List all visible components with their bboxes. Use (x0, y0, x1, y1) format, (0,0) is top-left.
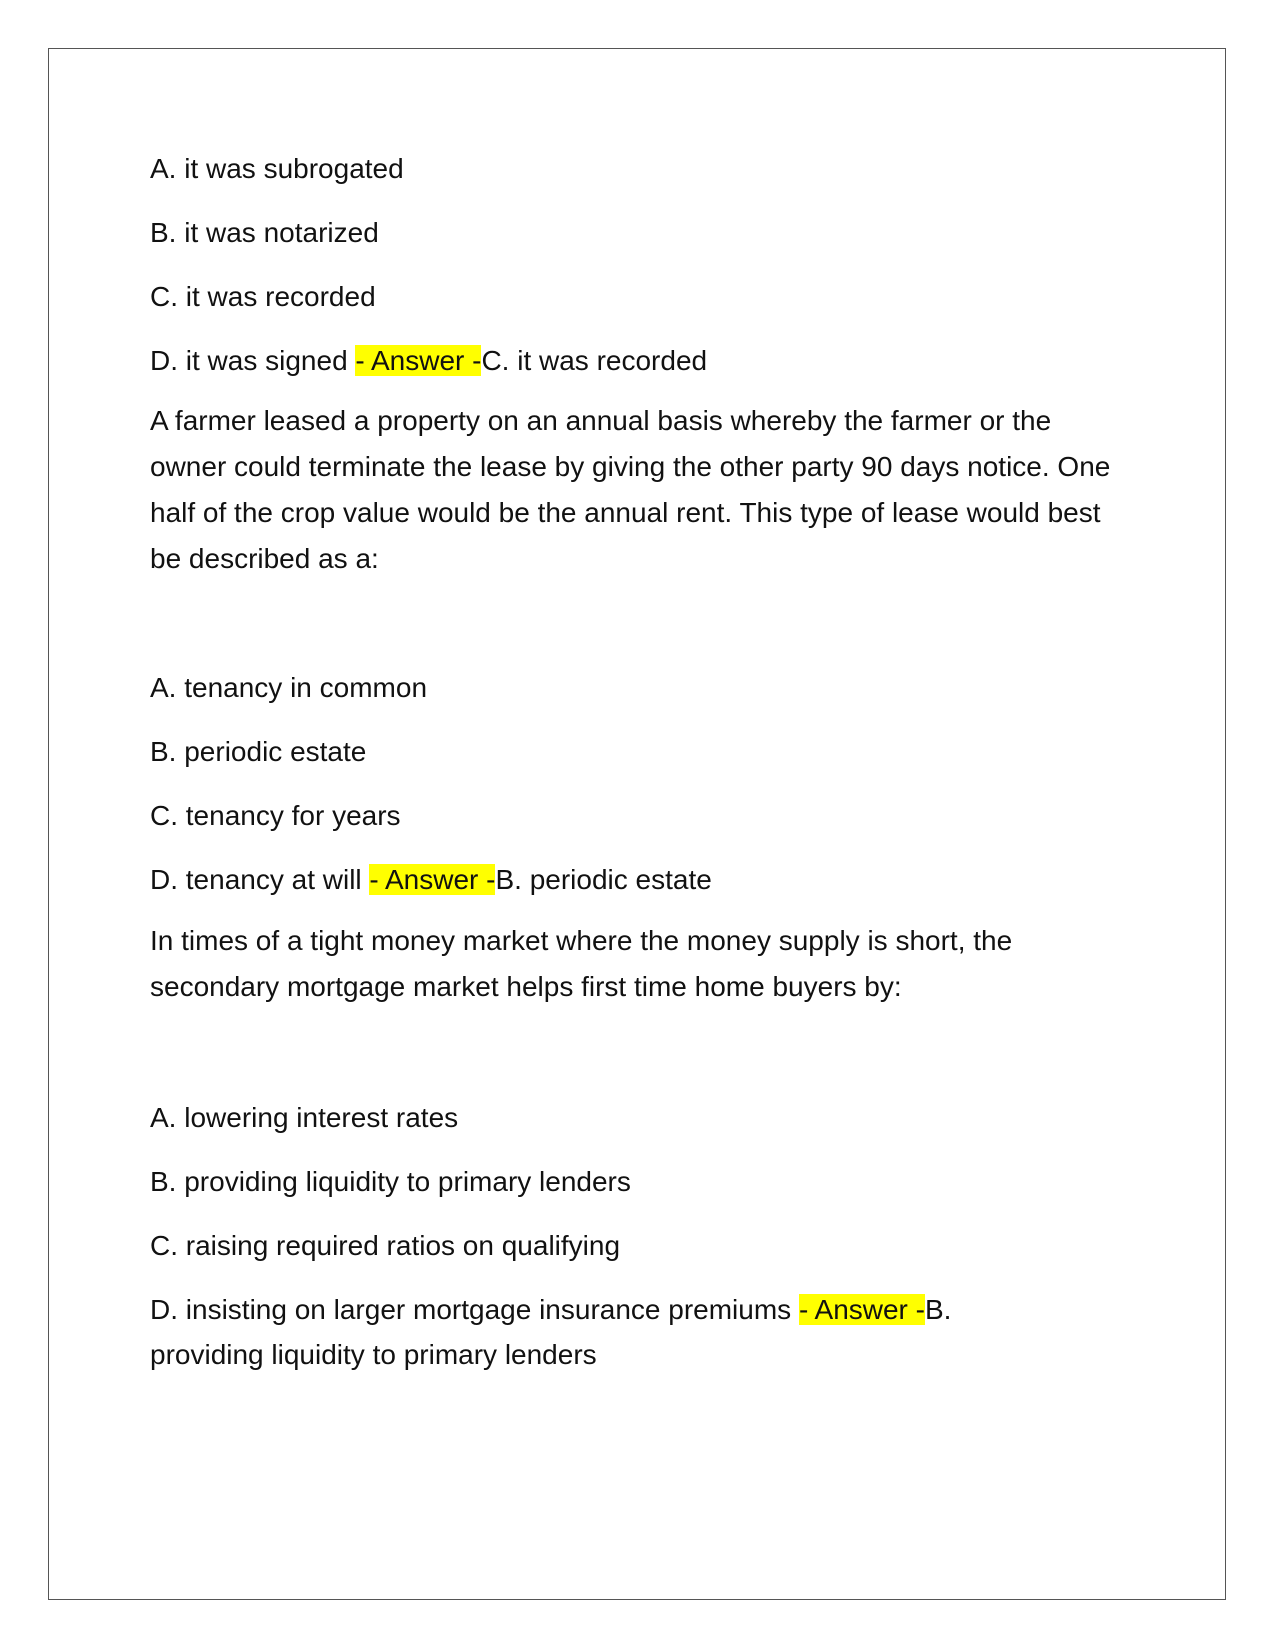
q1-answer-marker: - Answer - (355, 345, 482, 376)
q2-option-b: B. periodic estate (150, 736, 367, 767)
q3-option-c: C. raising required ratios on qualifying (150, 1230, 621, 1261)
q1-option-d-line (150, 338, 707, 384)
q2-option-a: A. tenancy in common (150, 672, 428, 703)
q3-answer-text-continued: providing liquidity to primary lenders (150, 1339, 597, 1370)
q3-option-b: B. providing liquidity to primary lenders (150, 1166, 631, 1197)
q1-answer-text: C. it was recorded (481, 345, 708, 376)
q1-option-d: D. it was signed (150, 345, 356, 376)
q3-option-a: A. lowering interest rates (150, 1102, 459, 1133)
q2-option-c: C. tenancy for years (150, 800, 401, 831)
q3-answer-text-start: B. (924, 1294, 952, 1325)
q3-option-d: D. insisting on larger mortgage insurance premiums (150, 1294, 799, 1325)
q2-option-d: D. tenancy at will (150, 864, 370, 895)
q3-option-d-line (150, 1287, 951, 1333)
q2-option-d-line (150, 857, 712, 903)
q2-question: A farmer leased a property on an annual basis whereby the farmer or the owner could terminate the lease by giving the other party 90 days notice. One half of the crop value would be the annual rent. This type of lease would best be described as a: (150, 405, 1111, 574)
q2-answer-text: B. periodic estate (495, 864, 712, 895)
q1-option-a: A. it was subrogated (150, 153, 404, 184)
q3-question: In times of a tight money market where the money supply is short, the secondary mortgage market helps first time home buyers by: (150, 925, 1013, 1002)
q3-answer-marker: - Answer - (798, 1294, 925, 1325)
q1-option-c: C. it was recorded (150, 281, 376, 312)
q2-answer-marker: - Answer - (369, 864, 496, 895)
q1-option-b: B. it was notarized (150, 217, 379, 248)
